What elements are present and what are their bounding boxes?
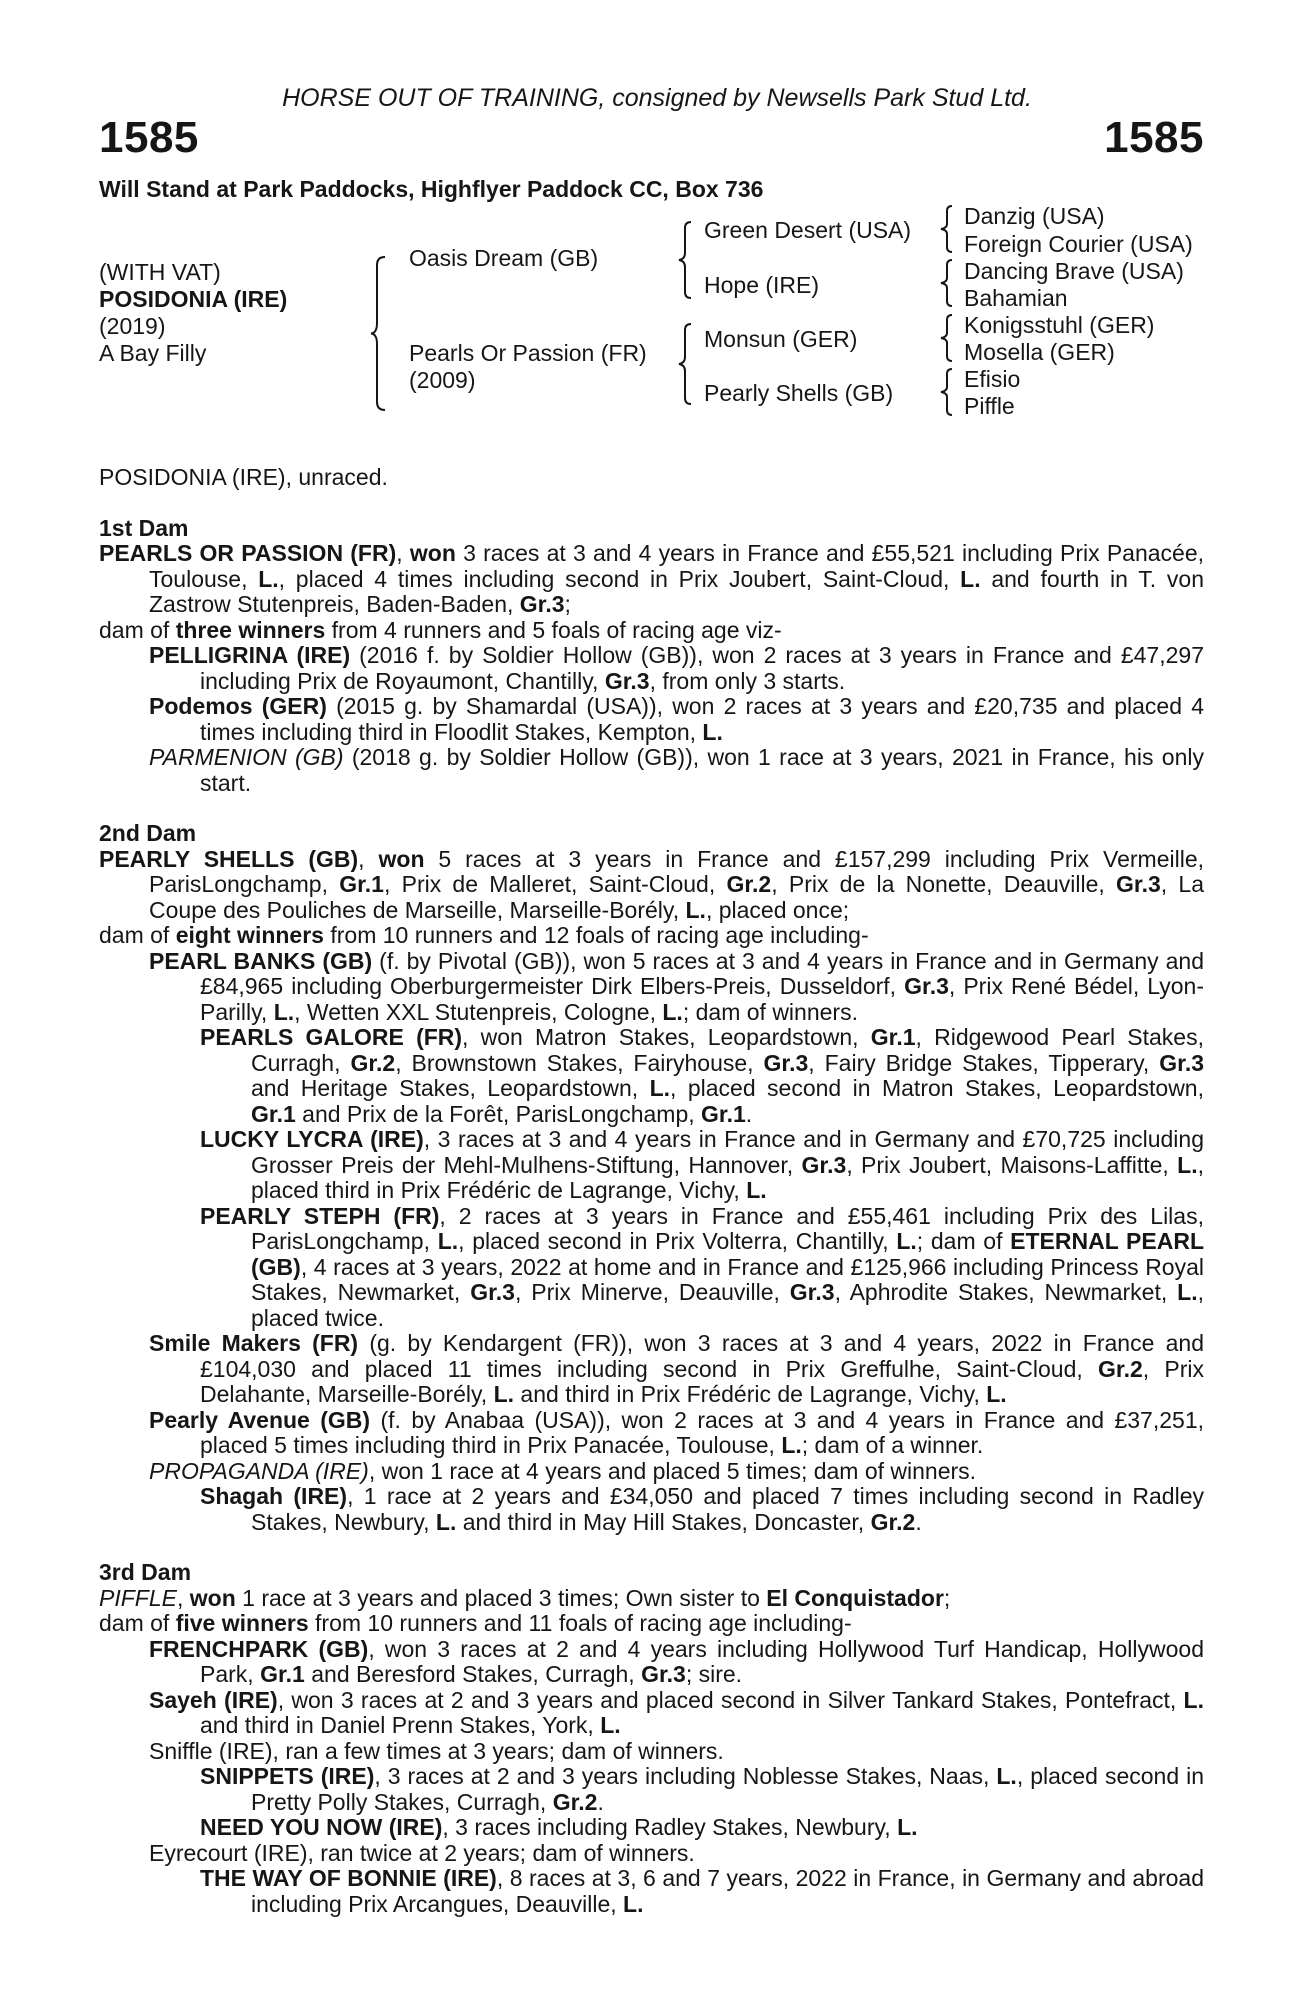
stand-location: Will Stand at Park Paddocks, Highflyer Paddock CC, Box 736 (99, 176, 764, 202)
third-dam-foal-sayeh: Sayeh (IRE), won 3 races at 2 and 3 years and placed second in Silver Tankard Stakes, Pontefract, L. and third in Daniel Prenn Stakes, York, L. (149, 1686, 1204, 1738)
lot-number-left: 1585 (99, 113, 199, 162)
grand-foal-need-you-now: NEED YOU NOW (IRE), 3 races including Radley Stakes, Newbury, L. (200, 1814, 918, 1840)
gg-mosella: Mosella (GER) (964, 339, 1115, 365)
second-dam-foal-propaganda: PROPAGANDA (IRE), won 1 race at 4 years and placed 5 times; dam of winners. (149, 1457, 977, 1484)
grand-foal-the-way-of-bonnie: THE WAY OF BONNIE (IRE), 8 races at 3, 6 and 7 years, 2022 in France, in Germany and abroad including Prix Arcangues, Deauville, L. (200, 1865, 1204, 1917)
gg-konigsstuhl: Konigsstuhl (GER) (964, 312, 1155, 338)
third-dam-foal-sniffle: Sniffle (IRE), ran a few times at 3 years; dam of winners. (149, 1737, 724, 1764)
brace-dam (678, 322, 696, 406)
grand-foal-lucky-lycra: LUCKY LYCRA (IRE), 3 races at 3 and 4 years in France and in Germany and £70,725 including Grosser Preis der Mehl-Mulhens-Stiftung, Hannover, Gr.3, Prix Joubert, Maisons-Laffitte, L., placed third in Prix Frédéric de Lagrange, Vichy, L. (200, 1126, 1204, 1203)
dam: Pearls Or Passion (FR) (409, 340, 647, 366)
gg-foreign-courier: Foreign Courier (USA) (964, 231, 1193, 257)
brace-gg-4 (940, 367, 956, 417)
second-dam-record: PEARLY SHELLS (GB), won 5 races at 3 years in France and £157,299 including Prix Vermeille, ParisLongchamp, Gr.1, Prix de Malleret, Saint-Cloud, Gr.2, Prix de la Nonette, Deauville, Gr.3, La Coupe des Pouliches de Marseille, Marseille-Borély, L., placed once; (99, 845, 1205, 923)
third-dam-record: PIFFLE, won 1 race at 3 years and placed 3 times; Own sister to El Conquistador; (99, 1584, 951, 1611)
consignor-heading: HORSE OUT OF TRAINING, consigned by Newsells Park Stud Ltd. (282, 84, 1032, 112)
second-dam-foal-pearly-avenue: Pearly Avenue (GB) (f. by Anabaa (USA)), won 2 races at 3 and 4 years in France and £37,251, placed 5 times including third in Prix Panacée, Toulouse, L.; dam of a winner. (149, 1406, 1204, 1458)
sire-sire: Green Desert (USA) (704, 217, 912, 243)
first-dam-produce-summary: dam of three winners from 4 runners and 5 foals of racing age viz- (99, 616, 782, 643)
second-dam-foal-pearl-banks: PEARL BANKS (GB) (f. by Pivotal (GB)), won 5 races at 3 and 4 years in France and in Germany and £84,965 including Oberburgermeister Dirk Elbers-Preis, Dusseldorf, Gr.3, Prix René Bédel, Lyon-Parilly, L., Wetten XXL Stutenpreis, Cologne, L.; dam of winners. (149, 947, 1204, 1025)
third-dam-foal-frenchpark: FRENCHPARK (GB), won 3 races at 2 and 4 years including Hollywood Turf Handicap, Hollywood Park, Gr.1 and Beresford Stakes, Curragh, Gr.3; sire. (149, 1635, 1204, 1687)
second-dam-foal-smile-makers: Smile Makers (FR) (g. by Kendargent (FR)), won 3 races at 3 and 4 years, 2022 in France and £104,030 and placed 11 times including second in Prix Greffulhe, Saint-Cloud, Gr.2, Prix Delahante, Marseille-Borély, L. and third in Prix Frédéric de Lagrange, Vichy, L. (149, 1330, 1205, 1407)
lot-number-right: 1585 (1104, 113, 1204, 162)
vat-note: (WITH VAT) (99, 259, 221, 285)
brace-gg-3 (940, 313, 956, 363)
horse-year: (2019) (99, 313, 166, 339)
race-summary: POSIDONIA (IRE), unraced. (99, 464, 388, 490)
gg-dancing-brave: Dancing Brave (USA) (964, 258, 1184, 284)
grand-foal-snippets: SNIPPETS (IRE), 3 races at 2 and 3 years including Noblesse Stakes, Naas, L., placed second in Pretty Polly Stakes, Curragh, Gr.2. (200, 1763, 1204, 1815)
first-dam-foal-1: PELLIGRINA (IRE) (2016 f. by Soldier Hollow (GB)), won 2 races at 3 years in France and £47,297 including Prix de Royaumont, Chantilly, Gr.3, from only 3 starts. (149, 642, 1204, 694)
grand-foal-pearls-galore: PEARLS GALORE (FR), won Matron Stakes, Leopardstown, Gr.1, Ridgewood Pearl Stakes, Curragh, Gr.2, Brownstown Stakes, Fairyhouse, Gr.3, Fairy Bridge Stakes, Tipperary, Gr.3 and Heritage Stakes, Leopardstown, L., placed second in Matron Stakes, Leopardstown, Gr.1 and Prix de la Forêt, ParisLongchamp, Gr.1. (200, 1024, 1205, 1127)
dam-year: (2009) (409, 367, 476, 393)
gg-piffle: Piffle (964, 393, 1015, 419)
brace-gg-2 (940, 258, 956, 308)
dam-sire: Monsun (GER) (704, 326, 858, 352)
sire-dam: Hope (IRE) (704, 272, 820, 298)
grand-foal-shagah: Shagah (IRE), 1 race at 2 years and £34,050 and placed 7 times including second in Radley Stakes, Newbury, L. and third in May Hill Stakes, Doncaster, Gr.2. (200, 1483, 1204, 1535)
third-dam-foal-eyrecourt: Eyrecourt (IRE), ran twice at 2 years; dam of winners. (149, 1839, 695, 1866)
third-dam-heading: 3rd Dam (99, 1559, 192, 1585)
catalogue-body (99, 465, 1204, 1917)
gg-danzig: Danzig (USA) (964, 203, 1105, 229)
first-dam-foal-3: PARMENION (GB) (2018 g. by Soldier Hollow (GB)), won 1 race at 3 years, 2021 in France, his only start. (149, 744, 1204, 796)
first-dam-record: PEARLS OR PASSION (FR), won 3 races at 3 and 4 years in France and £55,521 including Prix Panacée, Toulouse, L., placed 4 times including second in Prix Joubert, Saint-Cloud, L. and fourth in T. von Zastrow Stutenpreis, Baden-Baden, Gr.3; (99, 540, 1205, 617)
sire: Oasis Dream (GB) (409, 245, 599, 271)
dam-dam: Pearly Shells (GB) (704, 380, 894, 406)
brace-gg-1 (940, 204, 956, 254)
brace-main (370, 255, 390, 412)
gg-efisio: Efisio (964, 366, 1021, 392)
gg-bahamian: Bahamian (964, 285, 1068, 311)
first-dam-heading: 1st Dam (99, 514, 189, 541)
first-dam-foal-2: Podemos (GER) (2015 g. by Shamardal (USA)), won 2 races at 3 years and £20,735 and placed 4 times including third in Floodlit Stakes, Kempton, L. (149, 693, 1204, 745)
second-dam-produce-summary: dam of eight winners from 10 runners and 12 foals of racing age including- (99, 922, 869, 948)
horse-description: A Bay Filly (99, 340, 207, 366)
grand-foal-pearly-steph: PEARLY STEPH (FR), 2 races at 3 years in France and £55,461 including Prix des Lilas, ParisLongchamp, L., placed second in Prix Volterra, Chantilly, L.; dam of ETERNAL PEARL (GB), 4 races at 3 years, 2022 at home and in France and £125,966 including Princess Royal Stakes, Newmarket, Gr.3, Prix Minerve, Deauville, Gr.3, Aphrodite Stakes, Newmarket, L., placed twice. (200, 1202, 1204, 1331)
horse-name: POSIDONIA (IRE) (99, 286, 288, 312)
brace-sire (678, 220, 696, 300)
second-dam-heading: 2nd Dam (99, 820, 197, 846)
third-dam-produce-summary: dam of five winners from 10 runners and 11 foals of racing age including- (99, 1610, 852, 1636)
